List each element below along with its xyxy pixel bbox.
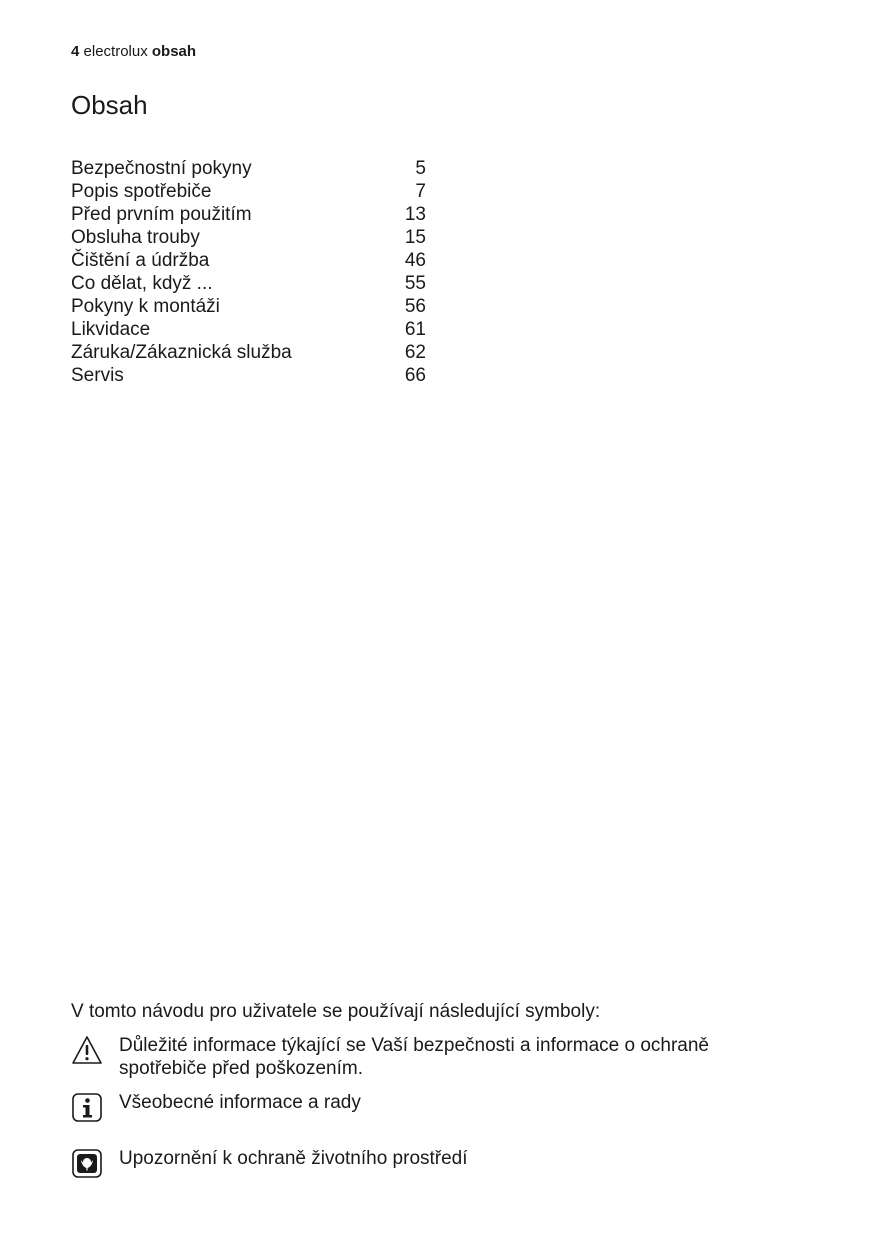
toc-page-number: 46 bbox=[404, 250, 426, 271]
environment-icon bbox=[71, 1147, 103, 1179]
toc-entry[interactable] bbox=[71, 318, 426, 341]
toc-entry[interactable] bbox=[71, 180, 426, 203]
info-icon bbox=[71, 1091, 103, 1123]
toc-entry[interactable] bbox=[71, 226, 426, 249]
toc-entry[interactable] bbox=[71, 341, 426, 364]
toc-label: Bezpečnostní pokyny bbox=[71, 158, 252, 179]
symbols-intro: V tomto návodu pro uživatele se používají následující symboly: bbox=[71, 1001, 601, 1022]
toc-page-number: 66 bbox=[404, 365, 426, 386]
toc-page-number: 56 bbox=[404, 296, 426, 317]
toc-page-number: 15 bbox=[404, 227, 426, 248]
environment-text: Upozornění k ochraně životního prostředí bbox=[119, 1148, 468, 1169]
toc-label: Před prvním použitím bbox=[71, 204, 252, 225]
toc-page-number: 55 bbox=[404, 273, 426, 294]
warning-icon bbox=[71, 1034, 103, 1066]
toc-page-number: 7 bbox=[415, 181, 426, 202]
toc-page-number: 13 bbox=[404, 204, 426, 225]
toc-label: Likvidace bbox=[71, 319, 151, 340]
toc-entry[interactable] bbox=[71, 249, 426, 272]
toc-entry[interactable] bbox=[71, 272, 426, 295]
toc-label: Čištění a údržba bbox=[71, 250, 210, 271]
toc-label: Obsluha trouby bbox=[71, 227, 200, 248]
toc-entry[interactable] bbox=[71, 364, 426, 387]
toc-entry[interactable] bbox=[71, 203, 426, 226]
toc-page-number: 62 bbox=[404, 342, 426, 363]
brand-name: electrolux bbox=[83, 43, 148, 60]
warning-text: Důležité informace týkající se Vaší bezpečnosti a informace o ochraně spotřebiče před poškozením. bbox=[119, 1035, 709, 1079]
page-number: 4 bbox=[71, 43, 80, 60]
toc-page-number: 61 bbox=[404, 319, 426, 340]
toc-entry[interactable] bbox=[71, 295, 426, 318]
toc-label: Záruka/Zákaznická služba bbox=[71, 342, 292, 363]
page-title: Obsah bbox=[71, 90, 148, 120]
toc-label: Servis bbox=[71, 365, 124, 386]
toc-label: Co dělat, když ... bbox=[71, 273, 213, 294]
toc-page-number: 5 bbox=[415, 158, 426, 179]
toc-entry[interactable] bbox=[71, 157, 426, 180]
table-of-contents bbox=[71, 157, 426, 387]
toc-label: Popis spotřebiče bbox=[71, 181, 212, 202]
section-name: obsah bbox=[151, 43, 197, 60]
toc-label: Pokyny k montáži bbox=[71, 296, 220, 317]
info-text: Všeobecné informace a rady bbox=[119, 1092, 361, 1113]
running-head bbox=[71, 43, 196, 61]
